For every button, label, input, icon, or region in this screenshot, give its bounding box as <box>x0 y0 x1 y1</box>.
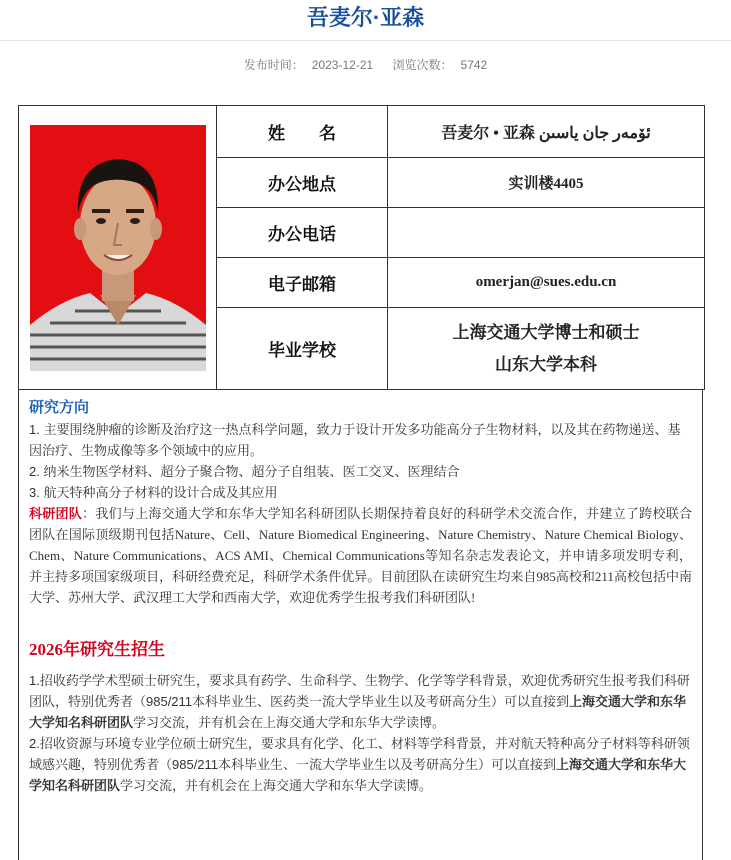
team-label: 科研团队 <box>29 506 83 521</box>
school-line-1: 上海交通大学博士和硕士 <box>452 322 640 342</box>
office-label: 办公地点 <box>217 158 388 208</box>
team-paragraph <box>29 503 692 608</box>
profile-content <box>18 389 703 860</box>
view-count <box>389 58 492 72</box>
recruit-item-2-tail: 学习交流，并有机会在上海交通大学和东华大学读博。 <box>120 778 433 793</box>
team-text: ：我们与上海交通大学和东华大学知名科研团队长期保持着良好的科研学术交流合作，并建立了跨校联合团队在国际顶级期刊包括Nature、Cell、Nature Biomedical Engineering、Nature Chemistry、Nature Chemical Biology、Chem、Nature Communications、ACS AMI、Chemical Communications等知名杂志发表论文，并申请多项发明专利，并主持多项国家级项目，科研经费充足，科研学术条件优异。目前团队在读研究生均来自985高校和211高校包括中南大学、苏州大学、武汉理工大学和西南大学，欢迎优秀学生报考我们科研团队! <box>29 506 692 605</box>
recruit-item-2-highlight: 上海交通大学和东华大学知名科研团队 <box>29 757 687 793</box>
name-value: 吾麦尔 • 亚森 ئۆمەر جان ياسىن <box>388 106 705 158</box>
views-value: 5742 <box>460 58 488 72</box>
email-label: 电子邮箱 <box>217 258 388 308</box>
email-value[interactable]: omerjan@sues.edu.cn <box>388 258 705 308</box>
research-item: 1. 主要围绕肿瘤的诊断及治疗这一热点科学问题，致力于设计开发多功能高分子生物材料，以及其在药物递送、基因治疗、生物成像等多个领域中的应用。 <box>29 422 681 458</box>
research-item: 2. 纳米生物医学材料、超分子聚合物、超分子自组装、医工交叉、医理结合 <box>29 464 460 479</box>
school-value <box>388 308 705 390</box>
school-line-2: 山东大学本科 <box>495 354 597 374</box>
phone-label: 办公电话 <box>217 208 388 258</box>
publish-date <box>240 58 377 72</box>
profile-photo <box>30 125 206 371</box>
article-meta <box>0 55 731 75</box>
recruit-item-1-text: 1.招收药学学术型硕士研究生，要求具有药学、生命科学、生物学、化学等学科背景，欢迎优秀研究生报考我们科研团队，特别优秀者（985/211本科毕业生、医药类一流大学毕业生以及考研高分生）可以直接到 <box>29 673 690 709</box>
page-title: 吾麦尔·亚森 <box>0 0 731 41</box>
recruit-item-2-text: 2.招收资源与环境专业学位硕士研究生，要求具有化学、化工、材料等学科背景，并对航天特种高分子材料等科研领域感兴趣，特别优秀者（985/211本科毕业生、一流大学毕业生以及考研高分生）可以直接到 <box>29 736 690 772</box>
phone-value <box>388 208 705 258</box>
portrait-image <box>30 125 206 371</box>
name-label: 姓 名 <box>217 106 388 158</box>
office-value: 实训楼4405 <box>388 158 705 208</box>
school-label: 毕业学校 <box>217 308 388 390</box>
research-item: 3. 航天特种高分子材料的设计合成及其应用 <box>29 485 278 500</box>
research-heading: 研究方向 <box>29 399 90 416</box>
recruit-item-2 <box>29 733 692 796</box>
recruit-item-1 <box>29 670 692 733</box>
photo-cell <box>19 106 217 390</box>
recruit-item-1-tail: 学习交流，并有机会在上海交通大学和东华大学读博。 <box>133 715 446 730</box>
recruit-item-1-highlight: 上海交通大学和东华大学知名科研团队 <box>29 694 687 730</box>
views-label: 浏览次数： <box>392 58 453 72</box>
recruit-title: 2026年研究生招生 <box>29 640 165 659</box>
publish-date-value: 2023-12-21 <box>311 58 374 72</box>
publish-label: 发布时间： <box>243 58 304 72</box>
profile-table <box>18 105 705 390</box>
